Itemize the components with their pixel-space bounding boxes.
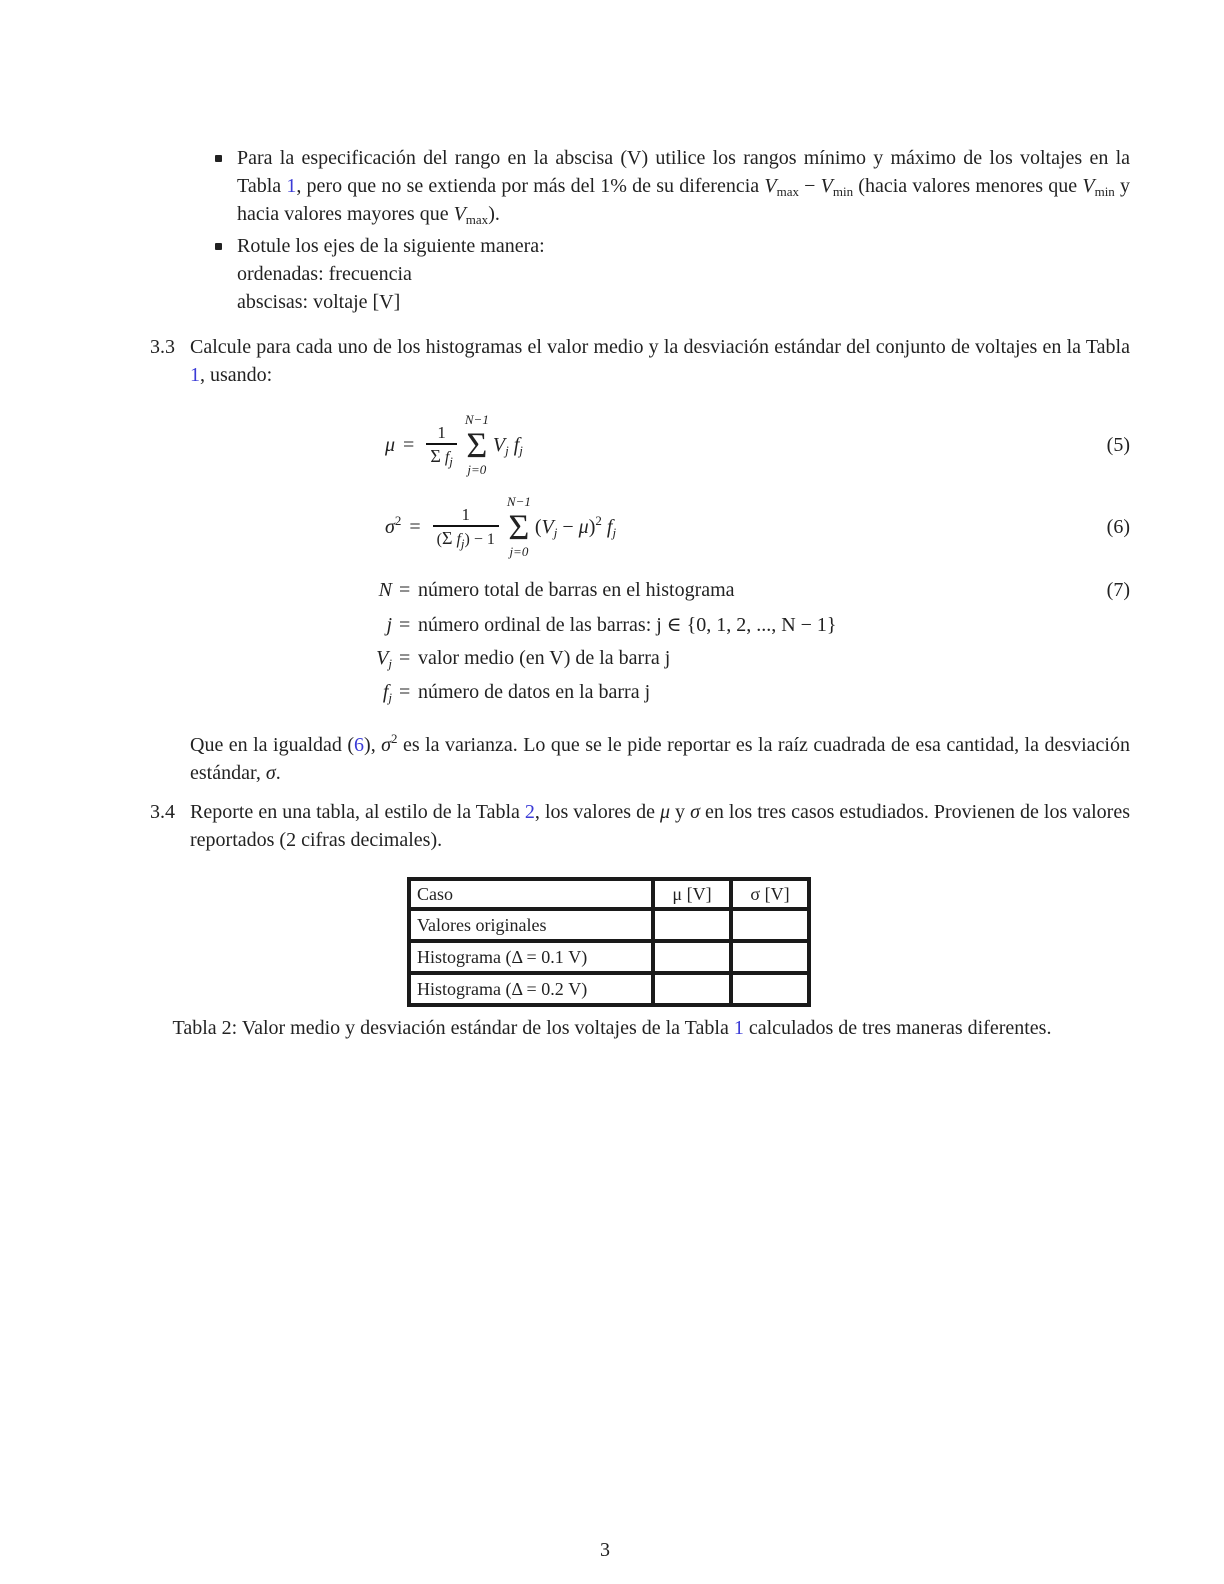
text: , usando: (200, 364, 273, 386)
table-cell (731, 941, 809, 973)
bullet-icon (215, 243, 222, 250)
table-cell: Histograma (Δ = 0.1 V) (409, 941, 653, 973)
definition-text: número total de barras en el histograma (418, 579, 735, 601)
table-reference-link[interactable]: 2 (524, 801, 535, 823)
sum-lower-limit: j=0 (467, 462, 487, 477)
equals-sign: = (409, 516, 421, 538)
equation-number: (5) (1106, 434, 1130, 456)
summand (493, 431, 523, 459)
fraction (426, 423, 457, 468)
sum-upper-limit: N−1 (464, 412, 489, 427)
math-symbol: f (382, 681, 389, 703)
math-symbol: j (386, 614, 392, 636)
definition-symbol (300, 576, 392, 604)
table-cell: Histograma (Δ = 0.2 V) (409, 973, 653, 1005)
math-symbol: V (453, 203, 466, 225)
abscissa-label-spec: abscisas: voltaje [V] (237, 291, 401, 313)
bullet-icon (215, 155, 222, 162)
equation-mean (0, 405, 1224, 485)
definition-symbol (300, 644, 392, 672)
fraction-denominator (433, 525, 499, 550)
math-symbol: σ (690, 801, 700, 823)
table-header-cell: σ [V] (731, 879, 809, 909)
math-symbol: V (541, 516, 554, 538)
sum-symbol: Σ (441, 527, 453, 548)
equation-number: (6) (1106, 516, 1130, 538)
math-subscript: j (505, 443, 509, 458)
text: y hacia valores mayores que (237, 175, 1131, 225)
equation-reference-link[interactable]: 6 (354, 734, 365, 756)
text: es la varianza. Lo que se le pide reportar es la raíz cuadrada de esa cantidad, la desviación estándar, (190, 734, 1130, 784)
table-cell (731, 973, 809, 1005)
table-cell (653, 909, 731, 941)
axes-instruction: Rotule los ejes de la siguiente manera: (237, 235, 545, 257)
equation-variance (0, 487, 1224, 567)
table-reference-link[interactable]: 1 (733, 1017, 744, 1039)
equation-body (385, 405, 523, 485)
fraction (433, 505, 499, 550)
math-symbol: μ (578, 516, 589, 538)
math-symbol: 1 (486, 530, 495, 548)
text: Que en la igualdad ( (190, 734, 355, 756)
equation-number: (7) (1106, 579, 1130, 601)
math-symbol: σ (385, 516, 395, 538)
definition-text: valor medio (en V) de la barra j (418, 647, 671, 669)
bullet-paragraph-axes (237, 232, 1130, 316)
math-superscript: 2 (394, 513, 402, 528)
table-row (409, 941, 809, 973)
math-symbol: − (473, 530, 483, 548)
item-number: 3.3 (150, 336, 175, 358)
definition-text: número de datos en la barra j (418, 681, 651, 703)
math-symbol: σ (265, 762, 276, 784)
text: ), (364, 734, 382, 756)
text: Reporte en una tabla, al estilo de la Tabla (190, 801, 525, 823)
definition-symbol (300, 611, 392, 639)
definition-row (0, 611, 1224, 639)
math-term (385, 513, 401, 541)
math-subscript: j (553, 525, 558, 540)
page-number: 3 (600, 1539, 610, 1561)
table-cell (731, 909, 809, 941)
math-symbol: f (456, 530, 461, 548)
fraction-denominator (426, 443, 457, 468)
math-symbol: − (562, 516, 574, 538)
math-symbol: V (764, 175, 777, 197)
table-header-row (409, 879, 809, 909)
math-subscript: j (460, 535, 465, 551)
ordinate-label-spec: ordenadas: frecuencia (237, 263, 412, 285)
variance-note-paragraph (190, 731, 1130, 787)
math-subscript: j (519, 443, 523, 458)
math-subscript: max (776, 184, 799, 199)
math-symbol: N (378, 579, 392, 601)
fraction-numerator: 1 (437, 422, 446, 442)
math-subscript: j (388, 690, 392, 705)
math-symbol: μ (659, 801, 671, 823)
math-subscript: max (465, 212, 489, 227)
math-symbol: V (1082, 175, 1095, 197)
text: y (670, 801, 691, 823)
summand (535, 513, 616, 541)
equals-sign: = (399, 579, 411, 601)
table-cell: Valores originales (409, 909, 653, 941)
text: en los tres casos estudiados. Provienen de los valores reportados (2 cifras decimales). (190, 801, 1130, 851)
table-reference-link[interactable]: 1 (286, 175, 297, 197)
text: ). (488, 203, 500, 225)
table-header-cell: Caso (409, 879, 653, 909)
sum-upper-limit: N−1 (506, 494, 531, 509)
equals-sign: = (399, 647, 411, 669)
text: , los valores de (534, 801, 660, 823)
item-paragraph-3-4 (190, 798, 1130, 854)
summation (507, 495, 531, 559)
item-number: 3.4 (150, 801, 175, 823)
definition-symbol (300, 678, 392, 706)
math-symbol: V (376, 647, 389, 669)
results-table (407, 877, 811, 1007)
table-cell (653, 941, 731, 973)
math-symbol: ( (436, 530, 442, 548)
sum-symbol: Σ (508, 507, 530, 547)
definition-row (0, 576, 1224, 604)
sum-symbol: Σ (430, 445, 441, 466)
text: Para la especificación del rango en la abscisa (V) utilice los rangos mínimo y máximo de los voltajes en la Tabla (237, 147, 1130, 197)
math-operator (799, 175, 821, 197)
item-paragraph-3-3 (190, 333, 1130, 389)
table-cell (653, 973, 731, 1005)
text: , pero que no se extienda por más del 1% de su diferencia (296, 175, 765, 197)
definition-row (0, 644, 1224, 672)
text: Tabla 2: Valor medio y desviación estándar de los voltajes de la Tabla (172, 1017, 734, 1039)
table-row (409, 909, 809, 941)
math-symbol: V (820, 175, 833, 197)
text: Calcule para cada uno de los histogramas el valor medio y la desviación estándar del conjunto de voltajes en la Tabla (190, 336, 1130, 358)
summation (465, 413, 489, 477)
math-subscript: min (832, 184, 854, 199)
definition-row (0, 678, 1224, 706)
table-row (409, 973, 809, 1005)
math-symbol: − (804, 175, 816, 197)
math-symbol: f (513, 434, 520, 456)
text: (hacia valores menores que (853, 175, 1083, 197)
math-symbol: ) (464, 530, 470, 548)
equation-body (385, 487, 616, 567)
table-caption (62, 1014, 1162, 1042)
math-symbol: f (444, 448, 450, 466)
table-header-cell: μ [V] (653, 879, 731, 909)
math-symbol: f (606, 516, 613, 538)
fraction-numerator: 1 (461, 504, 471, 524)
table-reference-link[interactable]: 1 (190, 364, 200, 386)
text: . (275, 762, 281, 784)
math-symbol: μ (385, 434, 396, 456)
math-subscript: min (1094, 184, 1115, 199)
definition-text: número ordinal de las barras: j ∈ {0, 1, 2, ..., N − 1} (418, 614, 837, 636)
math-symbol: ( (534, 516, 542, 538)
math-superscript: 2 (595, 513, 602, 528)
equals-sign: = (399, 681, 411, 703)
math-subscript: j (449, 453, 453, 469)
math-symbol: σ (381, 734, 392, 756)
text: calculados de tres maneras diferentes. (743, 1017, 1052, 1039)
math-subscript: j (388, 656, 392, 671)
bullet-paragraph-range (237, 144, 1130, 228)
math-superscript: 2 (391, 731, 398, 746)
math-symbol: ) (588, 516, 596, 538)
sum-symbol: Σ (466, 425, 488, 465)
equals-sign: = (403, 434, 415, 456)
equals-sign: = (399, 614, 411, 636)
sum-lower-limit: j=0 (509, 544, 529, 559)
math-symbol: V (492, 434, 506, 456)
math-subscript: j (612, 525, 617, 540)
